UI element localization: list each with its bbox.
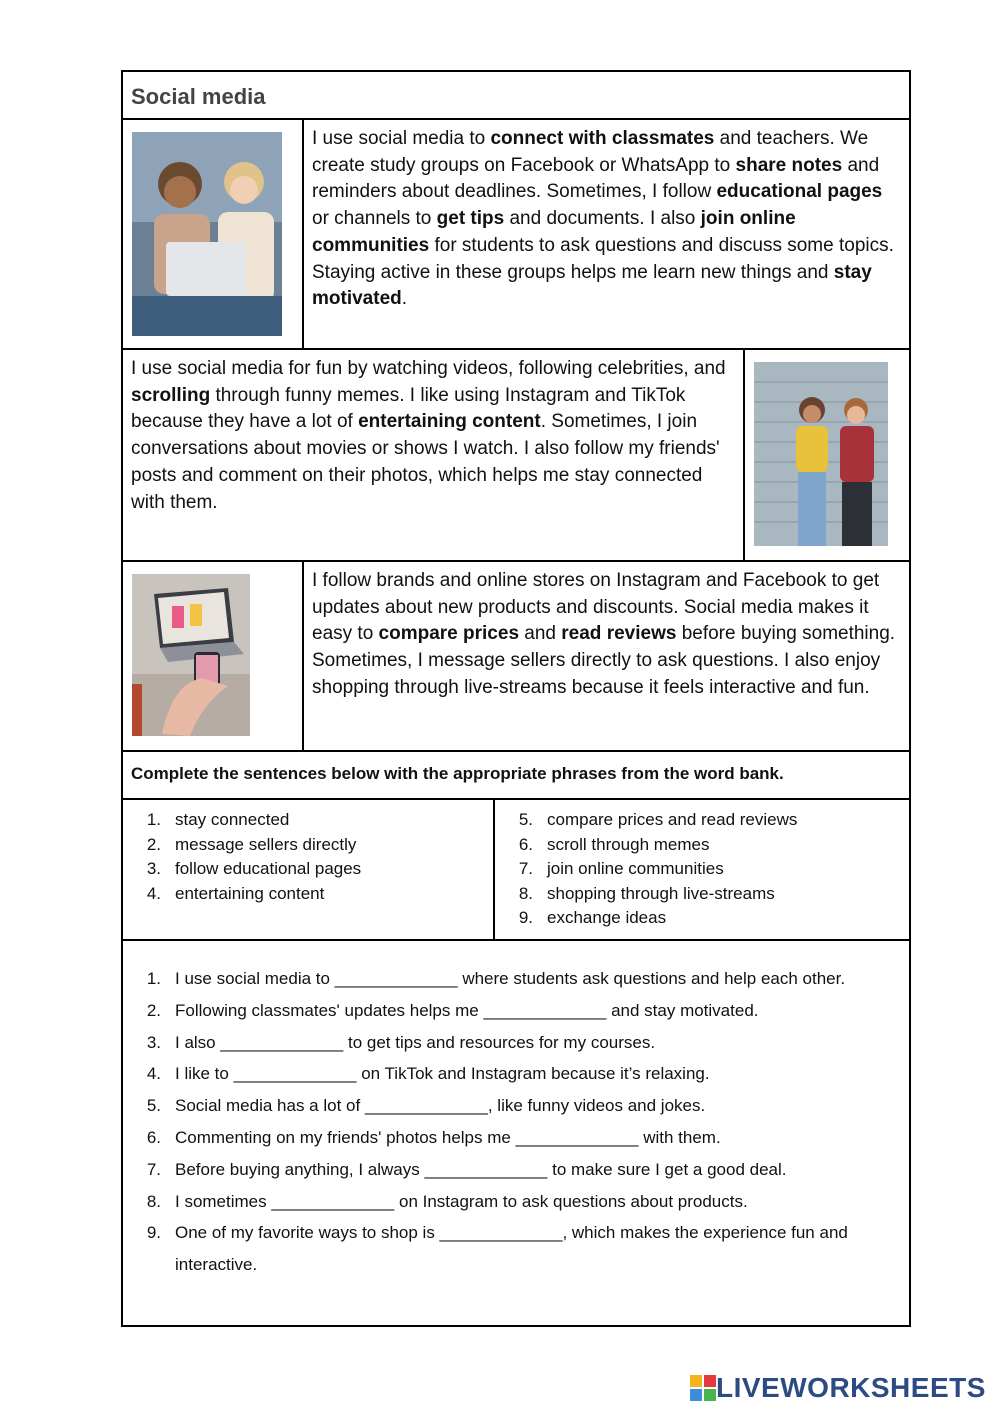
text-run: . Sometimes, I join conversations about movies or shows I watch. I also follow my friends' posts and comment on their photos, which helps me stay connected with them. xyxy=(131,411,720,513)
exercise-item xyxy=(131,1186,881,1218)
word-bank-item xyxy=(131,808,493,833)
logo-icon xyxy=(690,1375,716,1401)
item-number: 6. xyxy=(518,834,533,854)
paragraph-text xyxy=(131,358,726,513)
word-bank-left xyxy=(123,800,495,939)
exercise-item xyxy=(131,1122,881,1154)
item-number: 1. xyxy=(146,969,161,988)
text-run: or channels to xyxy=(312,208,437,230)
item-number: 8. xyxy=(146,1191,161,1211)
text-run: . xyxy=(401,288,408,310)
key-phrase: scrolling xyxy=(131,384,211,406)
section-study xyxy=(123,120,909,350)
item-number: 5. xyxy=(518,810,533,829)
item-text: message sellers directly xyxy=(175,834,357,854)
item-number: 6. xyxy=(146,1127,161,1147)
paragraph-study xyxy=(304,120,909,348)
key-phrase: entertaining content xyxy=(358,411,541,433)
item-text: Before buying anything, I always _____________ to make sure I get a good deal. xyxy=(175,1159,787,1179)
paragraph-shopping xyxy=(304,562,909,750)
instruction-text: Complete the sentences below with the appropriate phrases from the word bank. xyxy=(123,752,909,800)
word-bank-item xyxy=(131,882,493,907)
item-text: One of my favorite ways to shop is _____________, which makes the experience fun and interactive. xyxy=(175,1223,848,1275)
text-run: I use social media for fun by watching videos, following celebrities, and xyxy=(131,358,726,379)
text-run: and teachers. We create study groups on Facebook or WhatsApp to xyxy=(312,128,869,176)
text-run: and documents. I also xyxy=(504,208,701,230)
item-text: Social media has a lot of _____________, like funny videos and jokes. xyxy=(175,1096,706,1116)
word-bank-item xyxy=(503,882,909,907)
item-text: shopping through live-streams xyxy=(547,883,775,903)
word-bank-item xyxy=(131,857,493,882)
key-phrase: connect with classmates xyxy=(490,128,715,149)
photo-girls-laptop xyxy=(132,132,282,336)
item-text: scroll through memes xyxy=(547,834,710,854)
photo-teens-selfie xyxy=(754,362,888,546)
item-text: follow educational pages xyxy=(175,859,362,878)
exercise-item xyxy=(131,963,881,995)
text-run: before buying something. Sometimes, I message sellers directly to ask questions. I also enjoy shopping through live-streams because it feels interactive and fun. xyxy=(312,623,896,698)
item-number: 7. xyxy=(146,1159,161,1179)
word-bank-item xyxy=(503,833,909,858)
liveworksheets-logo[interactable] xyxy=(690,1372,986,1404)
key-phrase: share notes xyxy=(735,154,843,176)
word-bank-item xyxy=(503,857,909,882)
item-number: 7. xyxy=(518,859,533,878)
photo-online-shopping xyxy=(132,574,250,736)
word-bank-item xyxy=(503,906,909,931)
key-phrase: get tips xyxy=(436,208,505,230)
section-fun xyxy=(123,350,909,562)
photo-cell-shopping xyxy=(123,562,304,750)
item-text: exchange ideas xyxy=(547,908,667,927)
logo-text: LIVEWORKSHEETS xyxy=(716,1372,986,1403)
item-number: 9. xyxy=(518,908,533,927)
item-text: entertaining content xyxy=(175,883,325,903)
item-text: I also _____________ to get tips and resources for my courses. xyxy=(175,1032,656,1052)
key-phrase: compare prices xyxy=(378,623,520,645)
item-text: Following classmates' updates helps me _____________ and stay motivated. xyxy=(175,1000,759,1020)
item-text: I sometimes _____________ on Instagram to ask questions about products. xyxy=(175,1191,748,1211)
worksheet-table xyxy=(121,70,911,1327)
item-number: 9. xyxy=(146,1223,161,1243)
item-number: 2. xyxy=(146,1000,161,1020)
exercise-item xyxy=(131,1058,881,1090)
word-bank-item xyxy=(503,808,909,833)
paragraph-text xyxy=(312,570,895,698)
text-run: I follow brands and online stores on Instagram and Facebook to get updates about new products and discounts. Social media makes it easy to xyxy=(312,570,880,645)
exercise-item xyxy=(131,1027,881,1059)
text-run: I use social media to xyxy=(312,128,491,149)
key-phrase: stay motivated xyxy=(312,261,872,310)
paragraph-fun xyxy=(123,350,745,560)
item-number: 1. xyxy=(146,810,161,829)
item-text: Commenting on my friends' photos helps me _____________ with them. xyxy=(175,1127,721,1147)
item-number: 4. xyxy=(146,883,161,903)
item-text: compare prices and read reviews xyxy=(547,810,798,829)
exercise-item xyxy=(131,995,881,1027)
text-run: and reminders about deadlines. Sometimes, I follow xyxy=(312,154,880,203)
item-text: I use social media to _____________ where students ask questions and help each other. xyxy=(175,969,846,988)
item-number: 4. xyxy=(146,1064,161,1084)
item-number: 3. xyxy=(146,1032,161,1052)
photo-cell-study xyxy=(123,120,304,348)
exercise-item xyxy=(131,1154,881,1186)
item-text: join online communities xyxy=(547,859,724,878)
text-run: for students to ask questions and discuss some topics. Staying active in these groups helps me learn new things and xyxy=(312,234,894,283)
text-run: through funny memes. I like using Instagram and TikTok because they have a lot of xyxy=(131,384,686,433)
section-shopping xyxy=(123,562,909,752)
item-number: 2. xyxy=(146,834,161,854)
key-phrase: join online communities xyxy=(312,208,796,256)
item-text: stay connected xyxy=(175,810,290,829)
word-bank-right xyxy=(495,800,909,939)
word-bank xyxy=(123,800,909,941)
key-phrase: read reviews xyxy=(561,623,677,645)
item-number: 8. xyxy=(518,883,533,903)
exercise-item xyxy=(131,1090,881,1122)
text-run: and xyxy=(519,623,562,645)
exercise-list xyxy=(123,941,909,1325)
item-number: 3. xyxy=(146,859,161,878)
item-number: 5. xyxy=(146,1096,161,1116)
paragraph-text xyxy=(312,128,894,309)
key-phrase: educational pages xyxy=(716,181,883,203)
photo-cell-fun xyxy=(745,350,909,560)
exercise-item xyxy=(131,1217,881,1281)
word-bank-item xyxy=(131,833,493,858)
item-text: I like to _____________ on TikTok and Instagram because it’s relaxing. xyxy=(175,1064,710,1084)
page-title: Social media xyxy=(123,72,909,120)
